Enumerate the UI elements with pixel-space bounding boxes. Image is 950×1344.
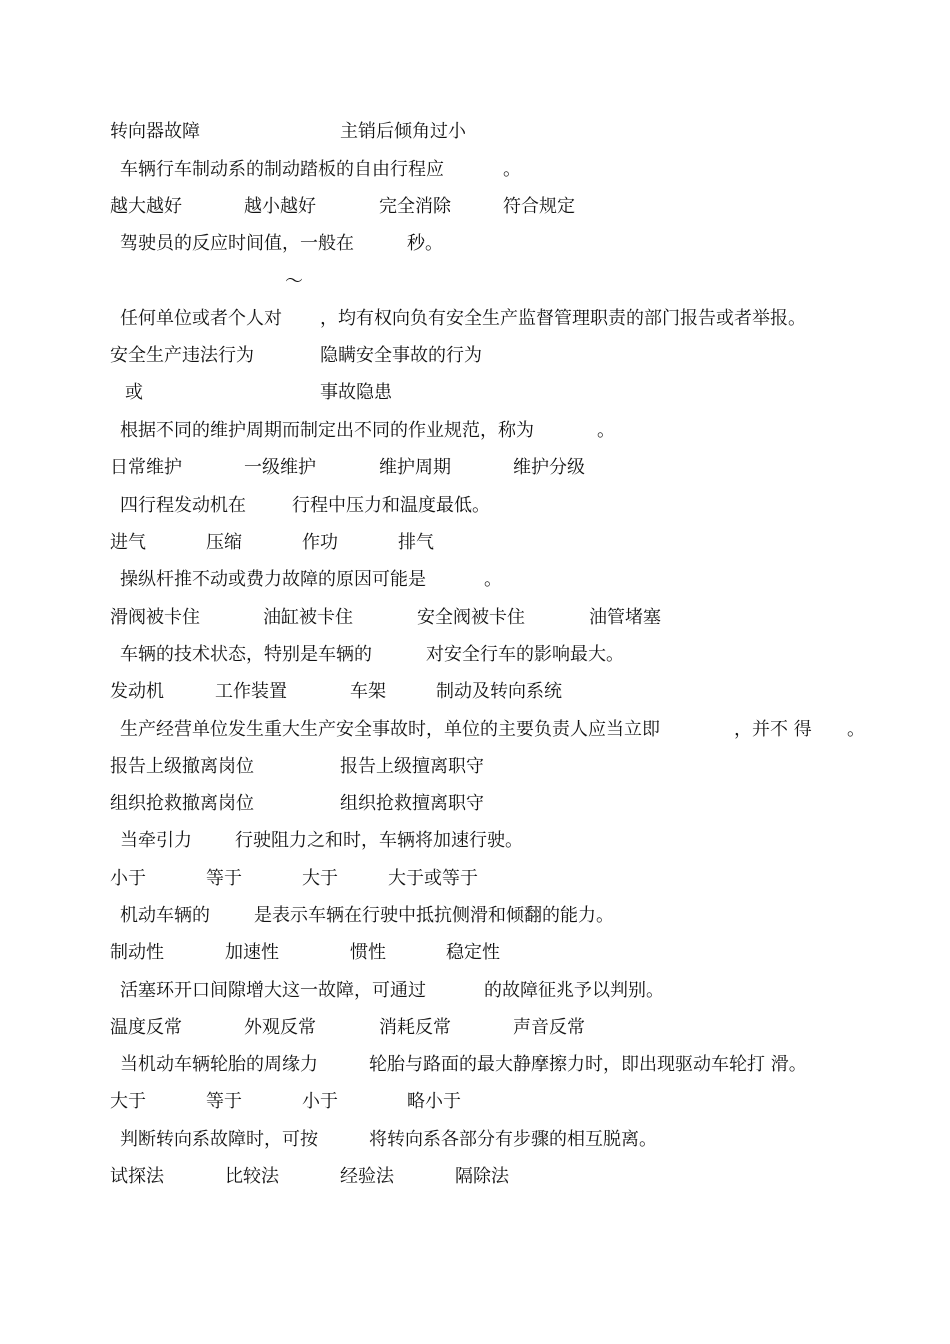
text-line-2-segment-1: 车辆行车制动系的制动踏板的自由行程应	[120, 159, 444, 180]
text-line-25-segment-4: 声音反常	[513, 1017, 585, 1038]
text-line-7-segment-2: 隐瞒安全事故的行为	[320, 345, 482, 366]
text-line-23-segment-4: 稳定性	[446, 942, 500, 963]
text-line-2-segment-2: 。	[503, 159, 521, 180]
text-line-3-segment-1: 越大越好	[110, 196, 182, 217]
text-line-10-segment-4: 维护分级	[513, 457, 585, 478]
text-line-21-segment-3: 大于	[302, 868, 338, 889]
text-line-16-segment-4: 制动及转向系统	[436, 681, 562, 702]
text-line-1-segment-1: 转向器故障	[110, 121, 200, 142]
text-line-13-segment-2: 。	[484, 569, 502, 590]
text-line-20-segment-2: 行驶阻力之和时，车辆将加速行驶。	[235, 830, 523, 851]
text-line-10-segment-3: 维护周期	[379, 457, 451, 478]
text-line-17-segment-3: 。	[847, 719, 865, 740]
text-line-22-segment-2: 是表示车辆在行驶中抵抗侧滑和倾翻的能力。	[254, 905, 614, 926]
text-line-29-segment-3: 经验法	[340, 1166, 394, 1187]
text-line-4-segment-1: 驾驶员的反应时间值，一般在	[120, 233, 354, 254]
text-line-21-segment-4: 大于或等于	[388, 868, 478, 889]
text-line-29-segment-4: 隔除法	[455, 1166, 509, 1187]
text-line-15-segment-2: 对安全行车的影响最大。	[426, 644, 624, 665]
text-line-28-segment-1: 判断转向系故障时，可按	[120, 1129, 318, 1150]
text-line-22-segment-1: 机动车辆的	[120, 905, 210, 926]
text-line-23-segment-2: 加速性	[225, 942, 279, 963]
text-line-6-segment-1: 任何单位或者个人对	[120, 308, 282, 329]
text-line-11-segment-2: 行程中压力和温度最低。	[292, 495, 490, 516]
text-line-25-segment-3: 消耗反常	[379, 1017, 451, 1038]
text-line-27-segment-2: 等于	[206, 1091, 242, 1112]
text-line-20-segment-1: 当牵引力	[120, 830, 192, 851]
text-line-19-segment-2: 组织抢救擅离职守	[340, 793, 484, 814]
text-line-10-segment-1: 日常维护	[110, 457, 182, 478]
text-line-8-segment-2: 事故隐患	[320, 382, 392, 403]
text-line-29-segment-1: 试探法	[110, 1166, 164, 1187]
text-line-8-segment-1: 或	[125, 382, 143, 403]
text-line-12-segment-3: 作功	[302, 532, 338, 553]
text-line-27-segment-4: 略小于	[407, 1091, 461, 1112]
text-line-28-segment-2: 将转向系各部分有步骤的相互脱离。	[369, 1129, 657, 1150]
text-line-16-segment-2: 工作装置	[215, 681, 287, 702]
text-line-25-segment-1: 温度反常	[110, 1017, 182, 1038]
text-line-3-segment-2: 越小越好	[244, 196, 316, 217]
text-line-14-segment-4: 油管堵塞	[589, 607, 661, 628]
text-line-23-segment-3: 惯性	[350, 942, 386, 963]
text-line-17-segment-2: ，并不 得	[734, 719, 812, 740]
text-line-18-segment-2: 报告上级擅离职守	[340, 756, 484, 777]
text-line-6-segment-2: ，均有权向负有安全生产监督管理职责的部门报告或者举报。	[320, 308, 806, 329]
text-line-11-segment-1: 四行程发动机在	[120, 495, 246, 516]
text-line-7-segment-1: 安全生产违法行为	[110, 345, 254, 366]
text-line-14-segment-2: 油缸被卡住	[263, 607, 353, 628]
text-line-1-segment-2: 主销后倾角过小	[340, 121, 466, 142]
text-line-4-segment-2: 秒。	[407, 233, 443, 254]
text-line-12-segment-1: 进气	[110, 532, 146, 553]
text-line-25-segment-2: 外观反常	[244, 1017, 316, 1038]
text-line-29-segment-2: 比较法	[225, 1166, 279, 1187]
text-line-13-segment-1: 操纵杆推不动或费力故障的原因可能是	[120, 569, 426, 590]
text-line-12-segment-2: 压缩	[206, 532, 242, 553]
text-line-24-segment-2: 的故障征兆予以判别。	[484, 980, 664, 1001]
text-line-3-segment-3: 完全消除	[379, 196, 451, 217]
range-separator: ～	[285, 271, 303, 292]
text-line-23-segment-1: 制动性	[110, 942, 164, 963]
text-line-15-segment-1: 车辆的技术状态，特别是车辆的	[120, 644, 372, 665]
text-line-21-segment-2: 等于	[206, 868, 242, 889]
text-line-14-segment-3: 安全阀被卡住	[417, 607, 525, 628]
text-line-18-segment-1: 报告上级撤离岗位	[110, 756, 254, 777]
text-line-24-segment-1: 活塞环开口间隙增大这一故障，可通过	[120, 980, 426, 1001]
text-line-14-segment-1: 滑阀被卡住	[110, 607, 200, 628]
text-line-26-segment-2: 轮胎与路面的最大静摩擦力时，即出现驱动车轮打 滑。	[369, 1054, 807, 1075]
text-line-17-segment-1: 生产经营单位发生重大生产安全事故时，单位的主要负责人应当立即	[120, 719, 660, 740]
text-line-19-segment-1: 组织抢救撤离岗位	[110, 793, 254, 814]
text-line-9-segment-2: 。	[597, 420, 615, 441]
text-line-26-segment-1: 当机动车辆轮胎的周缘力	[120, 1054, 318, 1075]
text-line-12-segment-4: 排气	[398, 532, 434, 553]
text-line-10-segment-2: 一级维护	[244, 457, 316, 478]
text-line-27-segment-3: 小于	[302, 1091, 338, 1112]
text-line-16-segment-3: 车架	[350, 681, 386, 702]
text-line-3-segment-4: 符合规定	[503, 196, 575, 217]
text-line-9-segment-1: 根据不同的维护周期而制定出不同的作业规范，称为	[120, 420, 534, 441]
text-line-27-segment-1: 大于	[110, 1091, 146, 1112]
text-line-16-segment-1: 发动机	[110, 681, 164, 702]
text-line-21-segment-1: 小于	[110, 868, 146, 889]
